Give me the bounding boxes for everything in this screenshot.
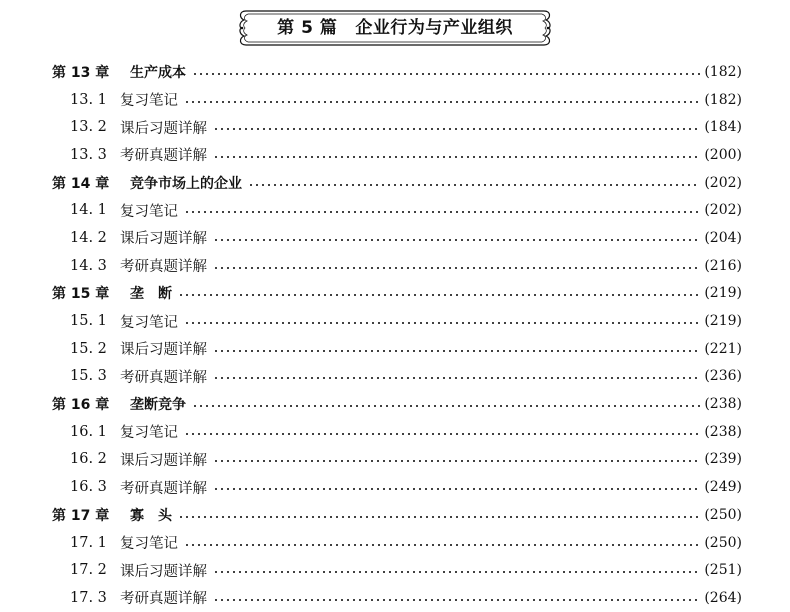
section-number: 15. 3 [70,368,107,385]
section-title: 复习笔记 [120,421,182,442]
page-number: (251) [704,562,742,579]
section-number: 17. 1 [70,534,107,551]
chapter-number: 第 16 章 [52,397,110,414]
page-number: (182) [704,91,742,108]
part-name: 企业行为与产业组织 [355,18,513,38]
toc-section-entry[interactable] [52,418,742,446]
section-title: 课后习题详解 [120,227,211,248]
dot-leader [213,571,700,573]
page-number: (249) [704,479,742,496]
page-number: (200) [704,146,742,163]
toc-chapter-entry[interactable] [52,280,742,308]
toc-section-entry[interactable] [52,335,742,363]
chapter-title: 垄断竞争 [130,394,190,414]
dot-leader [184,544,700,546]
dot-leader [213,267,700,269]
toc-section-entry[interactable] [52,529,742,557]
section-number: 16. 3 [70,479,107,496]
chapter-number: 第 13 章 [52,64,110,81]
toc-section-entry[interactable] [52,473,742,501]
dot-leader [184,211,700,213]
page-number: (264) [704,589,742,606]
part-title-frame [236,8,554,48]
dot-leader [213,128,700,130]
section-number: 14. 1 [70,202,107,219]
section-title: 考研真题详解 [120,477,211,498]
toc-section-entry[interactable] [52,584,742,612]
toc-section-entry[interactable] [52,363,742,391]
section-number: 13. 2 [70,119,107,136]
page-number: (219) [704,313,742,330]
dot-leader [248,184,700,186]
toc-chapter-entry[interactable] [52,501,742,529]
page-number: (182) [704,63,742,80]
page-number: (202) [704,174,742,191]
chapter-title: 寡 头 [130,505,176,525]
page-number: (216) [704,257,742,274]
chapter-number: 第 17 章 [52,507,110,524]
toc-section-entry[interactable] [52,252,742,280]
dot-leader [213,488,700,490]
chapter-number: 第 15 章 [52,286,110,303]
section-number: 17. 3 [70,589,107,606]
page-number: (250) [704,534,742,551]
dot-leader [192,73,700,75]
part-title [236,8,554,48]
page-number: (239) [704,451,742,468]
section-title: 课后习题详解 [120,338,211,359]
section-number: 14. 2 [70,229,107,246]
dot-leader [192,405,700,407]
dot-leader [184,322,700,324]
section-number: 15. 1 [70,313,107,330]
page-number: (238) [704,396,742,413]
toc-chapter-entry[interactable] [52,169,742,197]
page-number: (184) [704,119,742,136]
chapter-number: 第 14 章 [52,175,110,192]
table-of-contents [52,58,742,612]
toc-section-entry[interactable] [52,556,742,584]
toc-chapter-entry[interactable] [52,58,742,86]
dot-leader [178,294,700,296]
page-number: (250) [704,506,742,523]
page-number: (204) [704,229,742,246]
dot-leader [178,516,700,518]
chapter-title: 竞争市场上的企业 [130,173,246,193]
section-title: 复习笔记 [120,532,182,553]
section-title: 考研真题详解 [120,255,211,276]
toc-section-entry[interactable] [52,307,742,335]
chapter-title: 生产成本 [130,62,190,82]
toc-section-entry[interactable] [52,113,742,141]
section-title: 复习笔记 [120,311,182,332]
dot-leader [184,101,700,103]
part-number: 第 5 篇 [277,18,338,38]
page-number: (221) [704,340,742,357]
toc-section-entry[interactable] [52,446,742,474]
toc-section-entry[interactable] [52,141,742,169]
chapter-title: 垄 断 [130,283,176,303]
toc-section-entry[interactable] [52,86,742,114]
section-title: 考研真题详解 [120,144,211,165]
section-title: 课后习题详解 [120,449,211,470]
dot-leader [213,350,700,352]
page-number: (238) [704,423,742,440]
section-number: 16. 1 [70,423,107,440]
section-title: 复习笔记 [120,200,182,221]
section-number: 15. 2 [70,340,107,357]
toc-chapter-entry[interactable] [52,390,742,418]
dot-leader [213,377,700,379]
section-title: 课后习题详解 [120,117,211,138]
page-number: (202) [704,202,742,219]
page-number: (236) [704,368,742,385]
page-number: (219) [704,285,742,302]
section-title: 考研真题详解 [120,366,211,387]
section-title: 考研真题详解 [120,587,211,608]
dot-leader [213,156,700,158]
section-number: 13. 3 [70,146,107,163]
section-number: 13. 1 [70,91,107,108]
dot-leader [213,460,700,462]
toc-section-entry[interactable] [52,224,742,252]
dot-leader [184,433,700,435]
section-title: 课后习题详解 [120,560,211,581]
section-number: 16. 2 [70,451,107,468]
section-title: 复习笔记 [120,89,182,110]
dot-leader [213,239,700,241]
toc-section-entry[interactable] [52,196,742,224]
section-number: 17. 2 [70,562,107,579]
section-number: 14. 3 [70,257,107,274]
dot-leader [213,599,700,601]
